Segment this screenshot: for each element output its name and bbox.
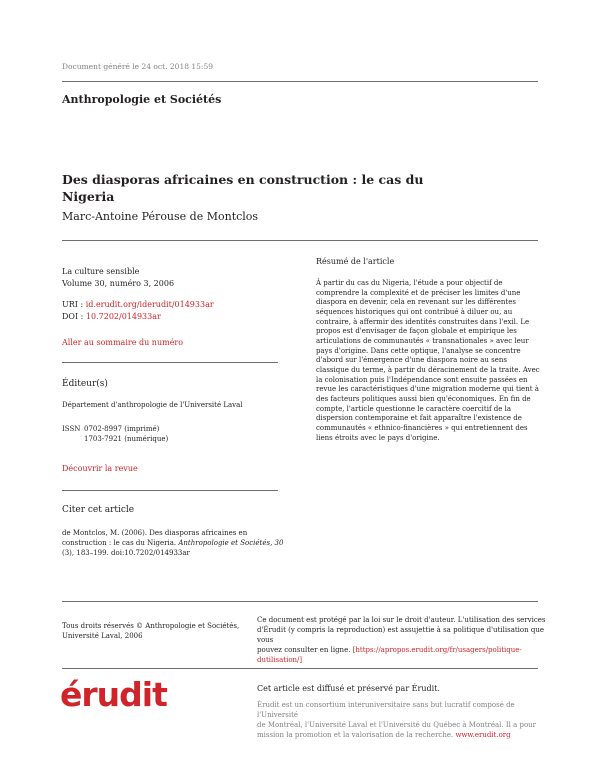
copyright-notice [257,615,557,665]
publisher-heading: Éditeur(s) [62,379,108,389]
issn-label: ISSN [62,425,81,433]
identifiers [62,299,214,323]
issue-theme: La culture sensible [62,267,140,276]
policy-link[interactable]: [https://apropos.erudit.org/fr/usagers/politique- [352,646,522,654]
citation-line2: construction : le cas du Nigeria. Anthropologie et Sociétés, 30 [62,539,284,547]
uri-link[interactable]: id.erudit.org/iderudit/014933ar [85,300,214,309]
abstract-line: liens étroits avec le pays d'origine. [316,433,440,442]
citation-line3: (3), 183–199. doi:10.7202/014933ar [62,549,190,557]
article-title-line1: Des diasporas africaines en construction : le cas du [62,172,424,187]
diffusion-statement: Cet article est diffusé et préservé par Érudit. [257,684,440,693]
rights-line1: Tous droits réservés © Anthropologie et Sociétés, [62,622,240,630]
title-rule [62,240,538,241]
abstract-heading: Résumé de l'article [316,257,395,266]
copyright-line1: Ce document est protégé par la loi sur le droit d'auteur. L'utilisation des services [257,616,546,624]
citation-text [62,528,283,558]
rights-statement [62,621,239,641]
abstract-line: diaspora en devenir, cela en revenant sur les différentes [316,298,516,307]
erudit-desc-line1: Érudit est un consortium interuniversitaire sans but lucratif composé de l'Université [257,701,515,719]
citation-line1: de Montclos, M. (2006). Des diasporas africaines en [62,529,248,537]
policy-link-cont[interactable]: dutilisation/] [257,656,303,664]
left-rule-2 [62,490,278,491]
erudit-desc-line2: de Montréal, l'Université Laval et l'Université du Québec à Montréal. Il a pour [257,721,537,729]
rights-line2: Université Laval, 2006 [62,632,143,640]
uri-label: URI : [62,300,86,309]
abstract-line: classique du terme, à partir du déracinement de la traite. Avec [316,365,540,374]
abstract-line: pays d'origine. Dans cette optique, l'analyse se concentre [316,346,521,355]
abstract-line: propos est d'envisager de façon globale et empirique les [316,327,517,336]
article-author: Marc-Antoine Pérouse de Montclos [62,210,259,223]
footer-rule-1 [62,601,538,602]
abstract-line: dispersion contemporaine et fait apparaître l'existence de [316,414,522,423]
erudit-description [257,700,557,740]
abstract-line: À partir du cas du Nigeria, l'étude a pour objectif de [316,279,503,287]
erudit-desc-line3: mission la promotion et la valorisation de la recherche. www.erudit.org [257,731,511,739]
issn-print: 0702-8997 (imprimé) [84,425,160,433]
abstract-line: compte, l'article questionne le caractère coercitif de la [316,404,512,413]
abstract-line: communautés « ethnico-financières » qui entretiennent des [316,423,528,432]
issue-volume: Volume 30, numéro 3, 2006 [62,279,175,288]
issn-digital: 1703-7921 (numérique) [84,435,169,443]
left-rule-1 [62,362,278,363]
discover-journal-link[interactable]: Découvrir la revue [62,464,138,473]
abstract-line: la colonisation puis l'Indépendance sont ensuite passées en [316,375,528,384]
doi-link[interactable]: 10.7202/014933ar [85,312,161,321]
doi-row [62,311,214,323]
copyright-line2: d'Érudit (y compris la reproduction) est assujettie à sa politique d'utilisation que vous [257,626,544,644]
citation-heading: Citer cet article [62,505,135,515]
footer-rule-2 [62,668,538,669]
erudit-website-link[interactable]: www.erudit.org [455,731,511,739]
erudit-logo: érudit [60,675,167,714]
abstract-line: séquences historiques qui ont contribué à diluer ou, au [316,307,513,316]
header-rule [62,81,538,82]
issue-summary-link[interactable]: Aller au sommaire du numéro [62,338,184,347]
article-title-line2: Nigeria [62,189,115,204]
issn-block [62,424,168,444]
issn-row-print [62,424,168,434]
article-title [62,171,423,205]
issue-info [62,266,174,290]
doi-label: DOI : [62,312,86,321]
abstract-line: revue les caractéristiques d'une migration moderne qui tient à [316,385,539,394]
abstract-body [316,279,546,443]
abstract-line: articulations de communautés « transnationales » avec leur [316,336,529,345]
abstract-line: comprendre la complexité et de préciser les limites d'une [316,288,521,297]
citation-journal: Anthropologie et Sociétés, 30 [178,539,284,547]
issn-row-digital [62,434,168,444]
journal-name: Anthropologie et Sociétés [62,93,222,106]
generated-date: Document généré le 24 oct. 2018 15:59 [62,62,213,71]
abstract-line: contraire, à affermir des identités construites dans l'exil. Le [316,317,530,326]
abstract-line: d'abord sur l'émergence d'une diaspora noire au sens [316,356,507,365]
uri-row [62,299,214,311]
publisher-name: Département d'anthropologie de l'Université Laval [62,401,243,409]
abstract-line: des facteurs politiques aussi bien qu'économiques. En fin de [316,394,531,403]
copyright-line3: pouvez consulter en ligne. [https://apropos.erudit.org/fr/usagers/politique- [257,646,522,654]
